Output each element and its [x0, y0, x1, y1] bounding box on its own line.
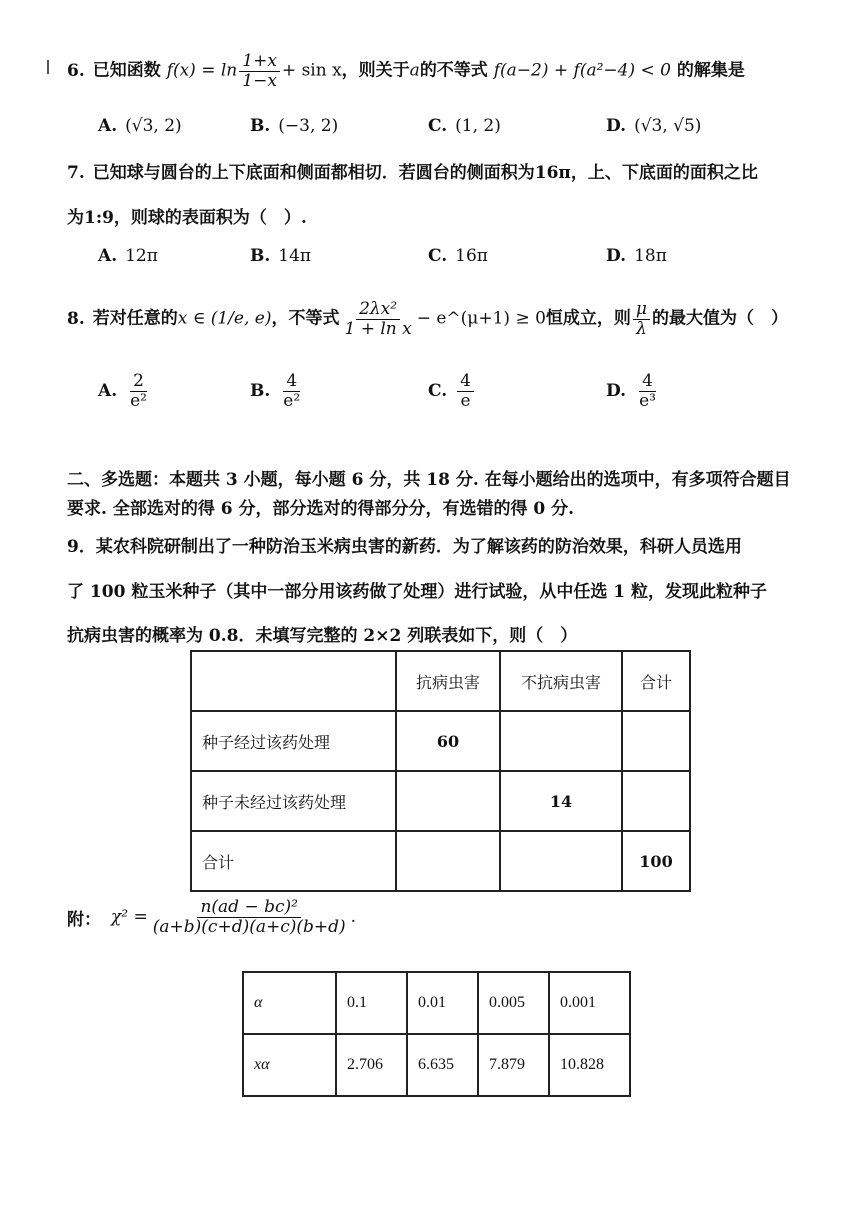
- table-row: [243, 972, 630, 1034]
- option-text: 16π: [455, 246, 488, 266]
- option-letter: C.: [428, 380, 448, 401]
- option-letter: D.: [606, 116, 627, 136]
- question-text: 的最大值为（ ）: [651, 308, 788, 329]
- option-letter: D.: [606, 246, 627, 266]
- option-letter: B.: [250, 246, 271, 266]
- row-label: α: [243, 972, 336, 1034]
- fraction-denominator: λ: [636, 318, 647, 339]
- question-text: 的解集是: [676, 60, 745, 81]
- option-letter: A.: [98, 246, 118, 266]
- fraction-numerator: 2: [130, 372, 147, 392]
- option-text: 14π: [278, 246, 312, 266]
- option-a: [98, 246, 158, 266]
- table-row: [243, 1034, 630, 1096]
- option-text: 18π: [634, 246, 667, 266]
- question-text: 的不等式: [419, 60, 488, 81]
- option-b: [250, 116, 338, 136]
- option-d: [606, 116, 701, 136]
- option-c: [428, 116, 501, 136]
- question-text: 已知函数: [92, 60, 161, 81]
- function-expr: f(x) = ln: [166, 60, 238, 81]
- table-cell: [396, 831, 500, 891]
- table-cell: [396, 771, 500, 831]
- question-text: 为1:9，则球的表面积为（ ）.: [67, 208, 307, 228]
- option-a: [98, 372, 152, 410]
- fraction-denominator: e: [460, 390, 471, 411]
- table-header-cell: 不抗病虫害: [500, 651, 622, 711]
- formula-fraction: [150, 898, 349, 936]
- fraction-denominator: 1 + ln x: [344, 318, 412, 339]
- option-letter: B.: [250, 380, 271, 401]
- option-letter: B.: [250, 116, 271, 136]
- option-text: (√3, √5): [634, 116, 702, 136]
- table-cell: 7.879: [478, 1034, 549, 1096]
- option-letter: A.: [98, 116, 118, 136]
- table-cell: 10.828: [549, 1034, 630, 1096]
- table-cell: 60: [396, 711, 500, 771]
- fraction-numerator: 4: [283, 372, 300, 392]
- row-label: 种子经过该药处理: [191, 711, 396, 771]
- question-6: [67, 52, 745, 90]
- question-9-line3: 抗病虫害的概率为 0.8．未填写完整的 2×2 列联表如下，则（ ）: [67, 626, 578, 646]
- question-text: 已知球与圆台的上下底面和侧面都相切．若圆台的侧面积为16π，上、下底面的面积之比: [92, 163, 758, 183]
- question-text: 恒成立，则: [545, 308, 631, 329]
- contingency-table: [190, 650, 691, 892]
- option-letter: C.: [428, 246, 448, 266]
- critical-value-table: [242, 971, 631, 1097]
- fraction-numerator: 1+x: [239, 52, 280, 72]
- fraction-numerator: 4: [457, 372, 474, 392]
- function-tail: + sin x: [281, 60, 342, 81]
- margin-mark: [47, 60, 49, 74]
- option-fraction: [127, 372, 150, 410]
- chi-square-formula: [67, 898, 356, 936]
- option-fraction: [457, 372, 474, 410]
- fraction-denominator: e²: [283, 390, 301, 411]
- table-cell: 0.1: [336, 972, 407, 1034]
- table-cell: 0.005: [478, 972, 549, 1034]
- question-number: 7.: [67, 163, 85, 183]
- table-cell: [622, 711, 690, 771]
- table-cell: [500, 711, 622, 771]
- table-cell: [622, 771, 690, 831]
- table-header-row: [191, 651, 690, 711]
- option-text: (−3, 2): [278, 116, 339, 136]
- question-number: 8.: [67, 308, 85, 329]
- table-cell: 14: [500, 771, 622, 831]
- option-fraction: [636, 372, 659, 410]
- question-7-line2: [67, 203, 307, 228]
- option-text: (√3, 2): [125, 116, 182, 136]
- fraction-denominator: e²: [130, 390, 147, 411]
- option-b: [250, 246, 311, 266]
- question-text: ，则关于: [341, 60, 410, 81]
- row-label: 种子未经过该药处理: [191, 771, 396, 831]
- option-letter: C.: [428, 116, 448, 136]
- table-row: [191, 831, 690, 891]
- fraction-numerator: μ: [633, 300, 650, 320]
- formula-end: .: [350, 907, 357, 928]
- table-cell: 2.706: [336, 1034, 407, 1096]
- option-c: [428, 246, 488, 266]
- option-text: 12π: [125, 246, 158, 266]
- option-c: [428, 372, 476, 410]
- option-d: [606, 372, 661, 410]
- inequality-tail: − e^(μ+1) ≥ 0: [416, 308, 546, 329]
- fraction-denominator: 1−x: [242, 70, 277, 91]
- table-cell: 100: [622, 831, 690, 891]
- option-text: (1, 2): [455, 116, 501, 136]
- table-cell: 6.635: [407, 1034, 478, 1096]
- fraction-numerator: 4: [639, 372, 656, 392]
- table-cell: 0.001: [549, 972, 630, 1034]
- question-9-line2: 了 100 粒玉米种子（其中一部分用该药做了处理）进行试验，从中任选 1 粒，发现此粒种子: [67, 582, 767, 602]
- table-row: [191, 711, 690, 771]
- variable: a: [409, 60, 420, 81]
- fraction: [239, 52, 280, 90]
- ratio-fraction: [633, 300, 650, 338]
- table-header-cell: 抗病虫害: [396, 651, 500, 711]
- fraction-numerator: n(ad − bc)²: [197, 898, 301, 918]
- option-a: [98, 116, 182, 136]
- option-d: [606, 246, 667, 266]
- table-cell: [500, 831, 622, 891]
- appendix-label: 附：: [67, 909, 101, 930]
- question-number: 6.: [67, 60, 85, 81]
- fraction-numerator: 2λx²: [356, 300, 400, 320]
- section-heading: 二、多选题：本题共 3 小题，每小题 6 分，共 18 分. 在每小题给出的选项中，有多项符合题目要求. 全部选对的得 6 分，部分选对的得部分分，有选错的得 0 分.: [67, 470, 791, 519]
- condition-expr: x ∈ (1/e, e): [177, 308, 272, 329]
- fraction-denominator: (a+b)(c+d)(a+c)(b+d): [152, 916, 346, 937]
- question-text: 若对任意的: [92, 308, 178, 329]
- question-8: [67, 300, 788, 338]
- question-text: ，不等式: [271, 308, 340, 329]
- fraction-denominator: e³: [639, 390, 656, 411]
- option-letter: A.: [98, 380, 118, 401]
- fraction: [341, 300, 414, 338]
- table-header-cell: 合计: [622, 651, 690, 711]
- option-letter: D.: [606, 380, 627, 401]
- question-7: [67, 158, 758, 183]
- option-fraction: [280, 372, 303, 410]
- table-row: [191, 771, 690, 831]
- table-cell: [191, 651, 396, 711]
- question-9-line1: 9．某农科院研制出了一种防治玉米病虫害的新药．为了解该药的防治效果，科研人员选用: [67, 537, 742, 557]
- row-label: xα: [243, 1034, 336, 1096]
- inequality: f(a−2) + f(a²−4) < 0: [493, 60, 671, 81]
- option-b: [250, 372, 305, 410]
- row-label: 合计: [191, 831, 396, 891]
- table-cell: 0.01: [407, 972, 478, 1034]
- formula-lhs: χ² =: [111, 907, 148, 928]
